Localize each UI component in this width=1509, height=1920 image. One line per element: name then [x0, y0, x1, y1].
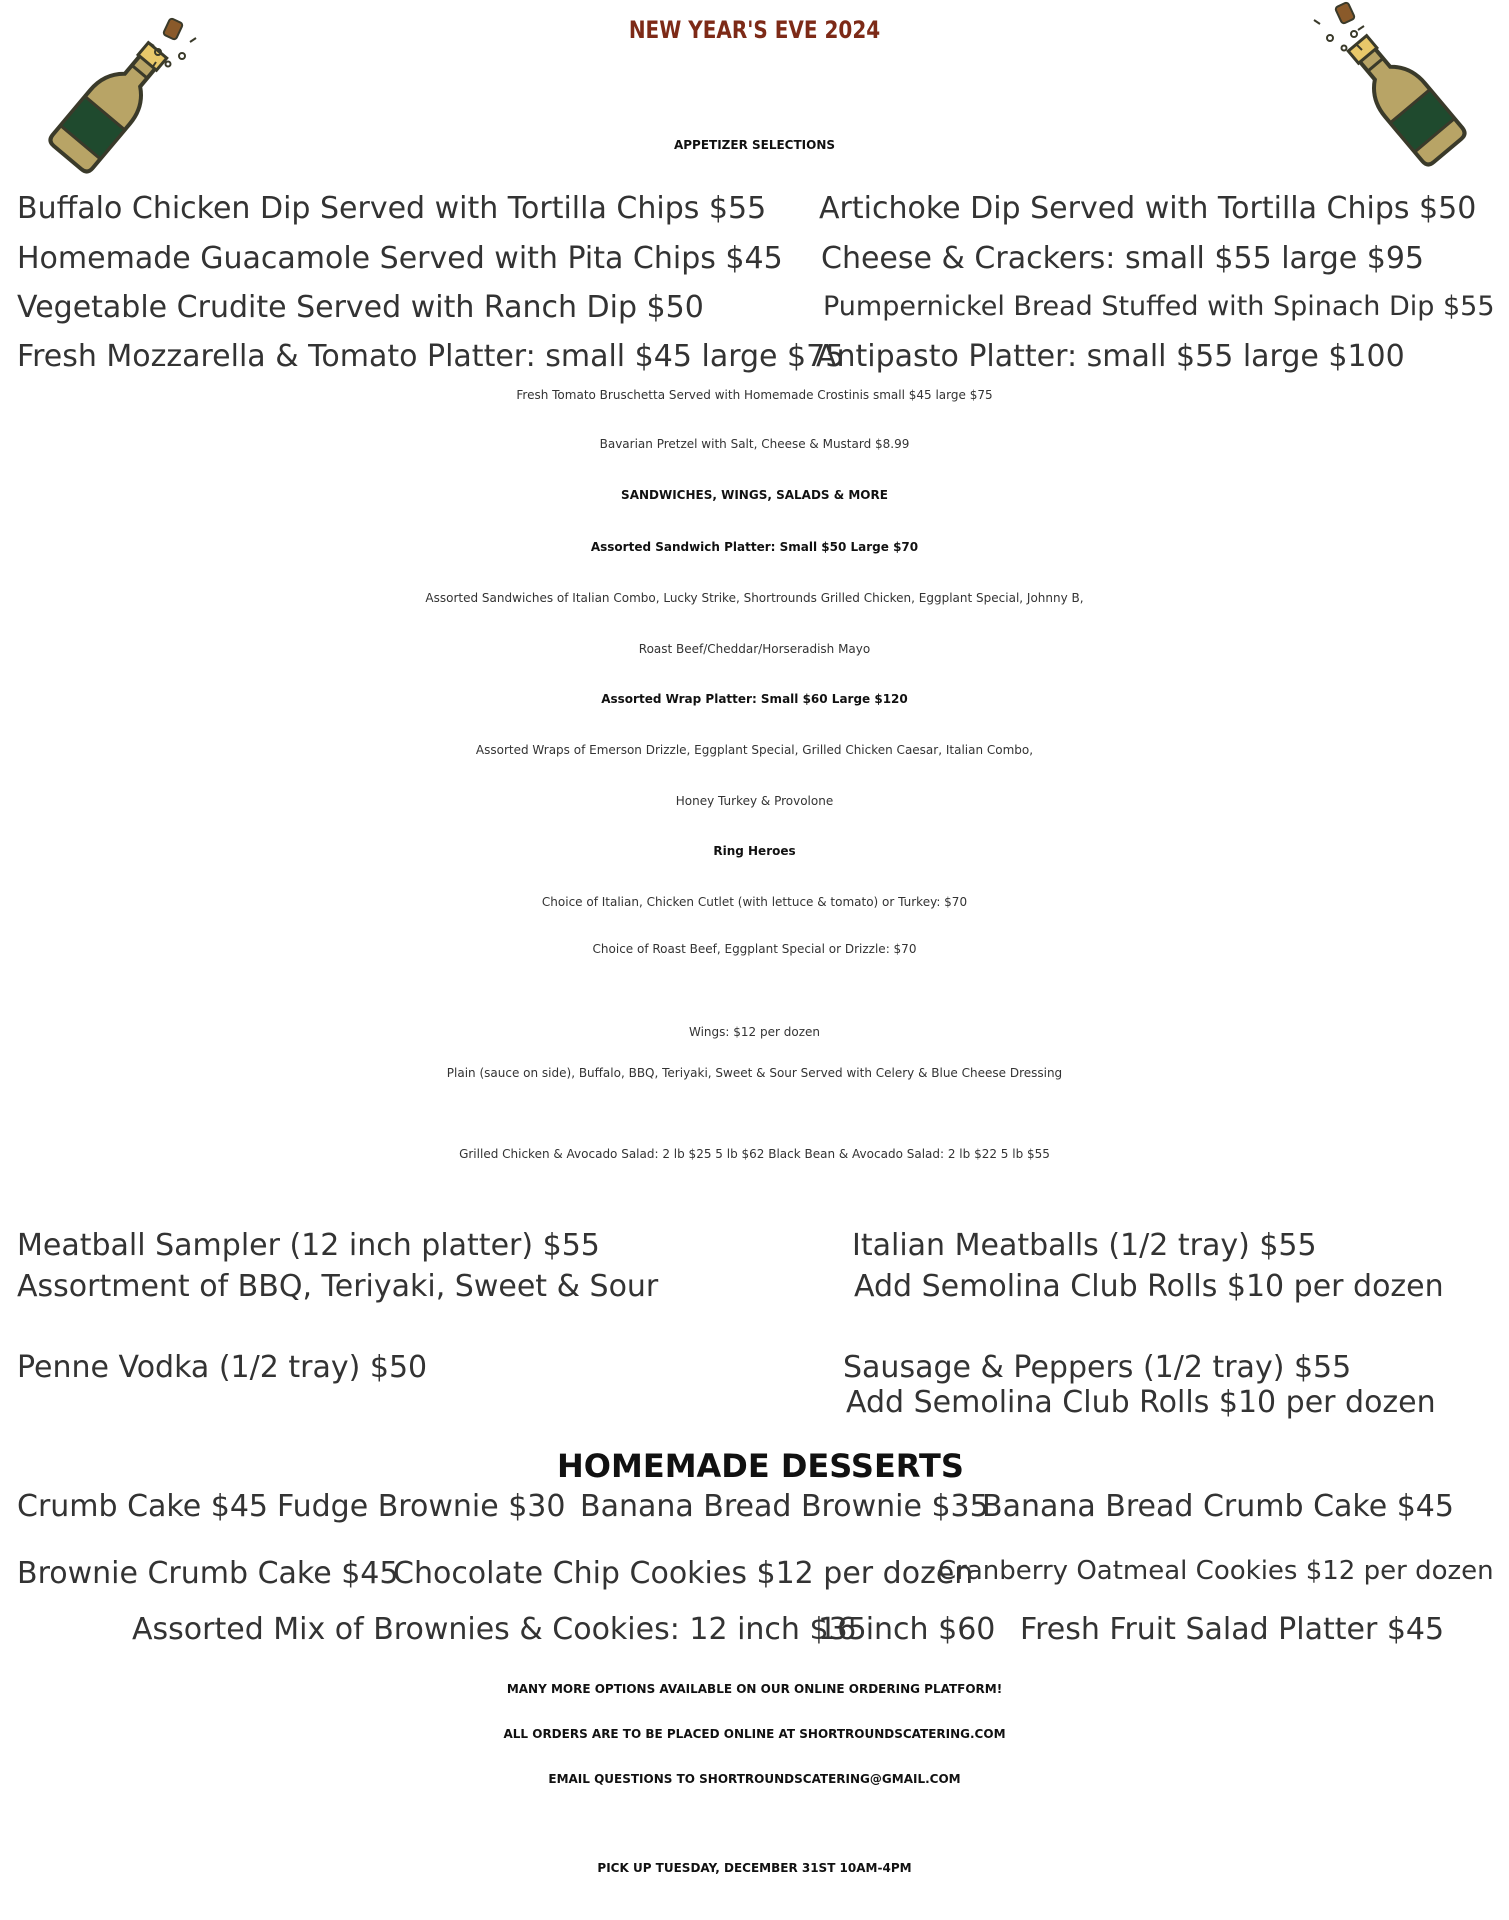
wrap-platter-description: Assorted Wraps of Emerson Drizzle, Eggplant Special, Grilled Chicken Caesar, Italian Combo,: [475, 743, 1034, 757]
section-heading-desserts: HOMEMADE DESSERTS: [557, 1447, 964, 1485]
menu-item: Bavarian Pretzel with Salt, Cheese & Mustard $8.99: [599, 437, 910, 451]
menu-item-description: Assortment of BBQ, Teriyaki, Sweet & Sour: [17, 1269, 659, 1304]
menu-item: Cranberry Oatmeal Cookies $12 per dozen: [938, 1556, 1494, 1586]
menu-item: Grilled Chicken & Avocado Salad: 2 lb $25 5 lb $62 Black Bean & Avocado Salad: 2 lb $22 5 lb $55: [459, 1147, 1050, 1161]
menu-item: Antipasto Platter: small $55 large $100: [816, 339, 1405, 374]
section-heading-sandwiches: SANDWICHES, WINGS, SALADS & MORE: [621, 488, 888, 502]
menu-item: Banana Bread Brownie $35: [580, 1489, 989, 1524]
menu-item: Artichoke Dip Served with Tortilla Chips $50: [819, 191, 1477, 226]
menu-item: Pumpernickel Bread Stuffed with Spinach Dip $55: [823, 291, 1495, 322]
menu-item: Italian Meatballs (1/2 tray) $55: [852, 1228, 1317, 1263]
menu-item: Wings: $12 per dozen: [689, 1025, 820, 1039]
wrap-platter-description: Honey Turkey & Provolone: [675, 794, 834, 808]
menu-item: Buffalo Chicken Dip Served with Tortilla Chips $55: [17, 191, 767, 226]
sandwich-platter-description: Assorted Sandwiches of Italian Combo, Lucky Strike, Shortrounds Grilled Chicken, Eggplant Special, Johnny B,: [425, 591, 1084, 605]
section-heading-appetizers: APPETIZER SELECTIONS: [673, 138, 836, 152]
menu-item: Assorted Mix of Brownies & Cookies: 12 inch $35: [132, 1612, 867, 1647]
sandwich-platter-description: Roast Beef/Cheddar/Horseradish Mayo: [638, 642, 871, 656]
menu-item: Fresh Mozzarella & Tomato Platter: small $45 large $75: [17, 339, 845, 374]
menu-item: Fresh Fruit Salad Platter $45: [1020, 1612, 1445, 1647]
menu-item: Homemade Guacamole Served with Pita Chips $45: [17, 241, 783, 276]
footer-note: EMAIL QUESTIONS TO SHORTROUNDSCATERING@GMAIL.COM: [548, 1772, 961, 1786]
ring-heroes-title: Ring Heroes: [713, 844, 796, 858]
menu-item: Vegetable Crudite Served with Ranch Dip $50: [17, 290, 704, 325]
menu-item: Sausage & Peppers (1/2 tray) $55: [843, 1350, 1352, 1385]
menu-item: Fudge Brownie $30: [277, 1489, 566, 1524]
menu-item: Cheese & Crackers: small $55 large $95: [821, 241, 1425, 276]
menu-item: Meatball Sampler (12 inch platter) $55: [17, 1228, 600, 1263]
menu-item: Crumb Cake $45: [17, 1489, 268, 1524]
menu-item: Fresh Tomato Bruschetta Served with Homemade Crostinis small $45 large $75: [516, 388, 993, 402]
sandwich-platter-title: Assorted Sandwich Platter: Small $50 Large $70: [590, 540, 919, 554]
footer-note: MANY MORE OPTIONS AVAILABLE ON OUR ONLINE ORDERING PLATFORM!: [506, 1682, 1003, 1696]
wrap-platter-title: Assorted Wrap Platter: Small $60 Large $120: [601, 692, 908, 706]
pickup-info: PICK UP TUESDAY, DECEMBER 31ST 10AM-4PM: [597, 1861, 912, 1875]
menu-item-description: Plain (sauce on side), Buffalo, BBQ, Teriyaki, Sweet & Sour Served with Celery & Blue Cheese Dressing: [446, 1066, 1063, 1080]
menu-item-description: Add Semolina Club Rolls $10 per dozen: [846, 1385, 1436, 1420]
menu-item: Chocolate Chip Cookies $12 per dozen: [393, 1556, 974, 1591]
menu-item: Penne Vodka (1/2 tray) $50: [17, 1350, 428, 1385]
menu-item: Choice of Roast Beef, Eggplant Special or Drizzle: $70: [592, 942, 917, 956]
menu-item: Choice of Italian, Chicken Cutlet (with lettuce & tomato) or Turkey: $70: [541, 895, 968, 909]
footer-note: ALL ORDERS ARE TO BE PLACED ONLINE AT SHORTROUNDSCATERING.COM: [503, 1727, 1006, 1741]
menu-item: Brownie Crumb Cake $45: [17, 1556, 399, 1591]
menu-item: 16 inch $60: [818, 1612, 996, 1647]
menu-item: Banana Bread Crumb Cake $45: [982, 1489, 1454, 1524]
menu-item-description: Add Semolina Club Rolls $10 per dozen: [854, 1269, 1444, 1304]
page-title: NEW YEAR'S EVE 2024: [628, 15, 881, 44]
